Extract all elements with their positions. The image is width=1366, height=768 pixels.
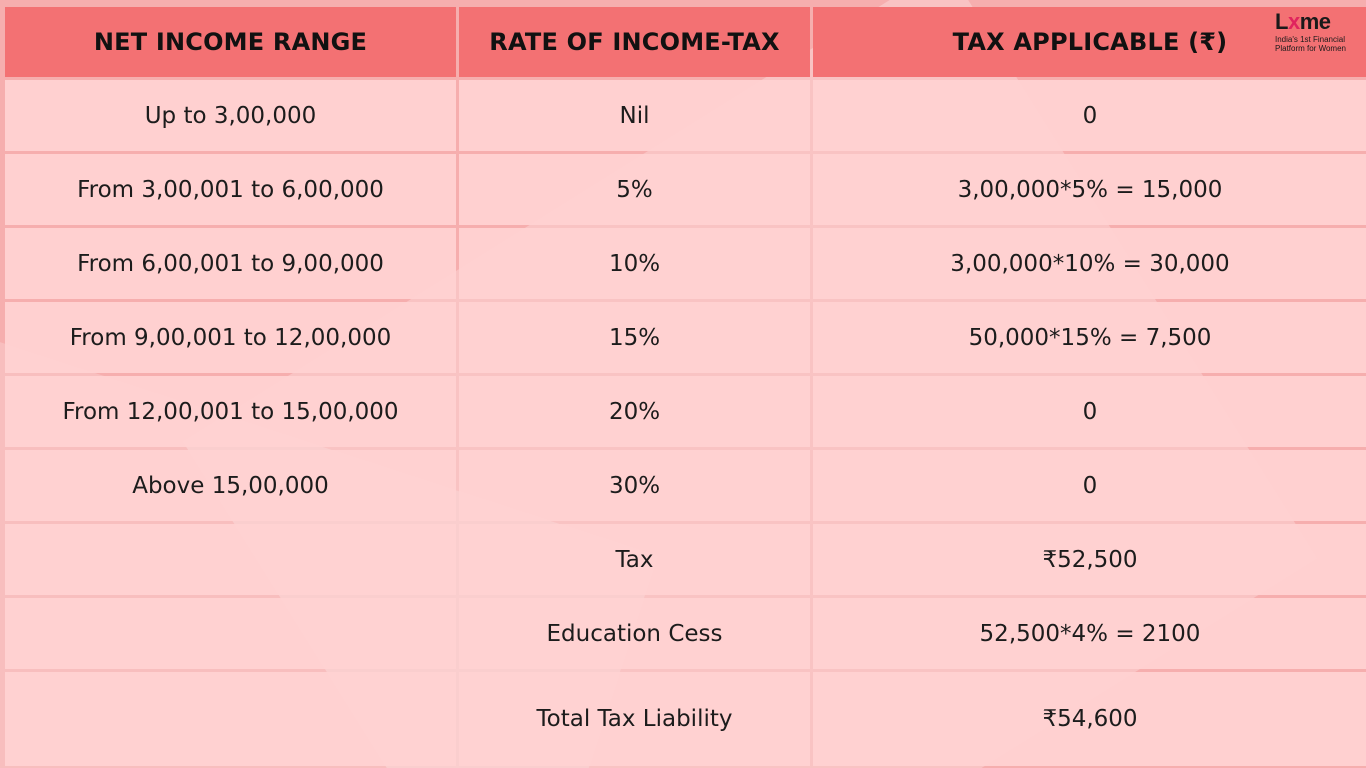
logo-x-mark: x xyxy=(1287,9,1300,34)
table-row xyxy=(5,376,1366,447)
tax-applicable-cell: 0 xyxy=(813,80,1366,151)
summary-row-education-cess xyxy=(5,598,1366,669)
summary-value-cell: 52,500*4% = 2100 xyxy=(813,598,1366,669)
summary-label-cell: Education Cess xyxy=(459,598,810,669)
income-range-cell: From 9,00,001 to 12,00,000 xyxy=(5,302,456,373)
logo-tagline: India's 1st Financial Platform for Women xyxy=(1275,35,1346,53)
tax-rate-cell: 15% xyxy=(459,302,810,373)
tax-rate-cell: 20% xyxy=(459,376,810,447)
tax-rate-cell: 5% xyxy=(459,154,810,225)
income-range-cell: From 12,00,001 to 15,00,000 xyxy=(5,376,456,447)
summary-label-cell: Total Tax Liability xyxy=(459,672,810,766)
tax-rate-cell: Nil xyxy=(459,80,810,151)
summary-label-cell: Tax xyxy=(459,524,810,595)
income-range-cell: Up to 3,00,000 xyxy=(5,80,456,151)
header-row xyxy=(5,7,1366,77)
logo-wordmark: Lxme xyxy=(1275,9,1331,34)
tax-applicable-cell: 0 xyxy=(813,376,1366,447)
tax-applicable-cell: 3,00,000*5% = 15,000 xyxy=(813,154,1366,225)
table-row xyxy=(5,302,1366,373)
tax-applicable-cell: 50,000*15% = 7,500 xyxy=(813,302,1366,373)
table-row xyxy=(5,228,1366,299)
income-tax-table xyxy=(2,4,1366,768)
summary-row-tax xyxy=(5,524,1366,595)
summary-value-cell: ₹54,600 xyxy=(813,672,1366,766)
empty-cell xyxy=(5,524,456,595)
tax-applicable-cell: 3,00,000*10% = 30,000 xyxy=(813,228,1366,299)
table-row xyxy=(5,154,1366,225)
tax-rate-cell: 30% xyxy=(459,450,810,521)
lxme-logo xyxy=(1275,11,1357,53)
empty-cell xyxy=(5,598,456,669)
tax-rate-cell: 10% xyxy=(459,228,810,299)
header-tax-applicable xyxy=(813,7,1366,77)
summary-row-total-tax-liability xyxy=(5,672,1366,766)
tax-applicable-cell: 0 xyxy=(813,450,1366,521)
income-range-cell: Above 15,00,000 xyxy=(5,450,456,521)
header-tax-applicable-label: TAX APPLICABLE (₹) xyxy=(952,28,1228,56)
summary-value-cell: ₹52,500 xyxy=(813,524,1366,595)
income-range-cell: From 6,00,001 to 9,00,000 xyxy=(5,228,456,299)
header-rate-of-income-tax: RATE OF INCOME-TAX xyxy=(459,7,810,77)
income-range-cell: From 3,00,001 to 6,00,000 xyxy=(5,154,456,225)
empty-cell xyxy=(5,672,456,766)
table-row xyxy=(5,450,1366,521)
table-row xyxy=(5,80,1366,151)
header-net-income-range: NET INCOME RANGE xyxy=(5,7,456,77)
